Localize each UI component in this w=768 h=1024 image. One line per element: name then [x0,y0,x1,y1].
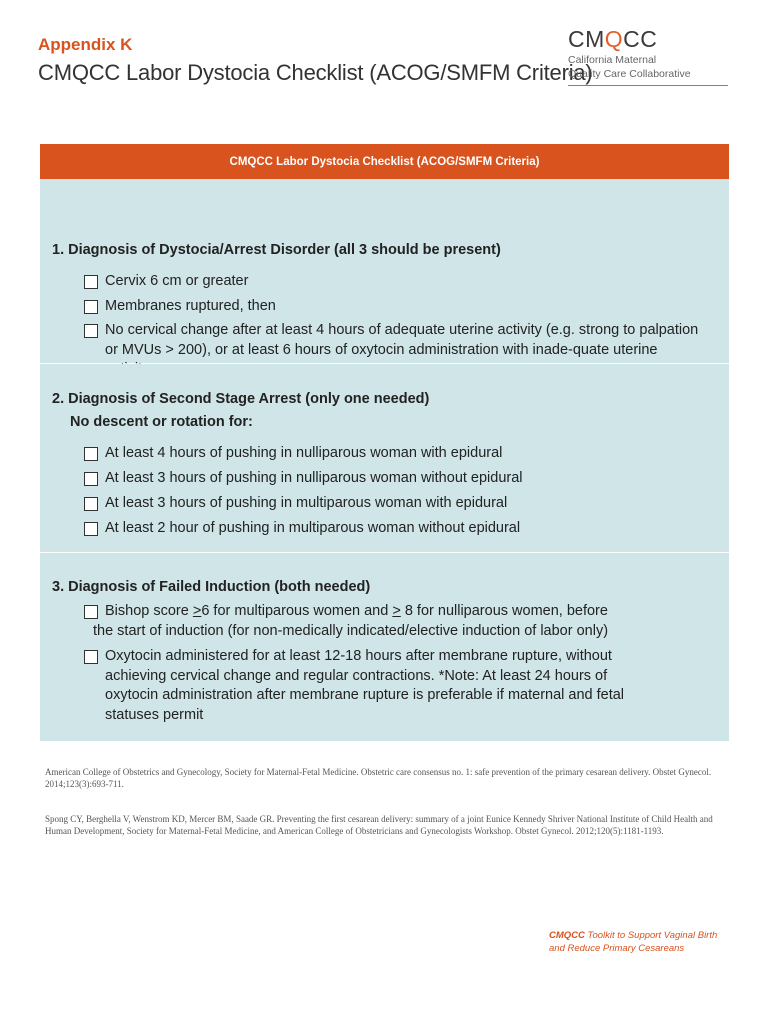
item-text: At least 4 hours of pushing in nulliparous woman with epidural [105,445,503,461]
checklist-table [40,144,729,741]
logo-divider [568,85,728,86]
item-text: No cervical change after at least 4 hours of adequate uterine activity (e.g. strong to palpation or MVUs > 200), or at least 6 hours of oxytocin administration with inade-quate uterine [105,322,699,358]
item-text: the start of induction (for non-medically indicated/elective induction of labor only) [93,623,609,639]
footer-line-2: and Reduce Primary Cesareans [549,942,685,954]
item-text: At least 3 hours of pushing in multiparous woman with epidural [105,495,508,511]
checklist-item [84,297,704,317]
item-text: At least 3 hours of pushing in nulliparous woman without epidural [105,470,523,486]
document-title: CMQCC Labor Dystocia Checklist (ACOG/SMFM Criteria) [38,60,593,85]
item-text-part: Bishop score [105,603,193,619]
checklist-item [84,444,704,464]
footer-toolkit-title [549,930,717,955]
footer-brand: CMQCC [549,930,585,941]
greater-equal-symbol: > [192,603,202,619]
checklist-item [84,519,704,539]
logo-wordmark [568,26,730,53]
section-subtitle: No descent or rotation for: [70,414,253,430]
reference-2: Spong CY, Berghella V, Wenstrom KD, Mercer BM, Saade GR. Preventing the first cesarean delivery: summary of a joint Eunice Kennedy Shriver National Institute of Child Health and Human Development, Society for Maternal-Fetal Medicine, and American College of Obstetricians and Gynecologists Workshop. Obstet Gynecol. 2012;120(5):1181-1193. [45,814,713,836]
logo-tagline-1: California Maternal [568,54,657,66]
checkbox[interactable] [84,447,98,461]
logo-tagline-2: Quality Care Collaborative [568,68,691,80]
checkbox[interactable] [84,324,98,338]
logo-mark-pre: CM [568,26,605,52]
section-title: 1. Diagnosis of Dystocia/Arrest Disorder (all 3 should be present) [52,242,501,258]
reference-1: American College of Obstetrics and Gynecology, Society for Maternal-Fetal Medicine. Obstetric care consensus no. 1: safe prevention of the primary cesarean delivery. Obstet Gynecol. 2014;123(3):693-711. [45,767,712,789]
item-text-part: 6 for multiparous women and [201,603,393,619]
checkbox[interactable] [84,472,98,486]
footer-line-1: Toolkit to Support Vaginal Birth [584,930,718,941]
checkbox[interactable] [84,300,98,314]
greater-equal-symbol: > [392,603,401,619]
item-text: Membranes ruptured, then [105,298,276,314]
logo-mark-q: Q [604,26,624,52]
checkbox[interactable] [84,605,98,619]
checklist-item [84,469,704,489]
checklist-item [84,272,704,292]
logo-mark-post: CC [623,26,658,52]
section-failed-induction [40,553,729,741]
item-text: Oxytocin administered for at least 12-18 hours after membrane rupture, without achieving cervical change and regular contractions. *Note: At least 24 hours of oxytocin administration after membrane rupture is preferable if maternal and fetal statuses permit [105,648,625,723]
item-text-part: 8 for nulliparous women, before [400,603,608,619]
item-text: Cervix 6 cm or greater [105,273,249,289]
section-dystocia-arrest [40,179,729,364]
checkbox[interactable] [84,522,98,536]
table-header: CMQCC Labor Dystocia Checklist (ACOG/SMFM Criteria) [40,144,729,179]
checkbox[interactable] [84,650,98,664]
checklist-item [84,602,704,622]
checklist-item [84,494,704,514]
section-second-stage-arrest [40,364,729,553]
cmqcc-logo [568,26,730,86]
checkbox[interactable] [84,497,98,511]
appendix-label: Appendix K [38,35,133,54]
section-title: 2. Diagnosis of Second Stage Arrest (only one needed) [52,391,430,407]
checkbox[interactable] [84,275,98,289]
checklist-item [84,647,704,725]
section-title: 3. Diagnosis of Failed Induction (both needed) [52,579,371,595]
item-text: At least 2 hour of pushing in multiparous woman without epidural [105,520,521,536]
item-continuation [93,622,713,642]
item-text [105,602,704,622]
